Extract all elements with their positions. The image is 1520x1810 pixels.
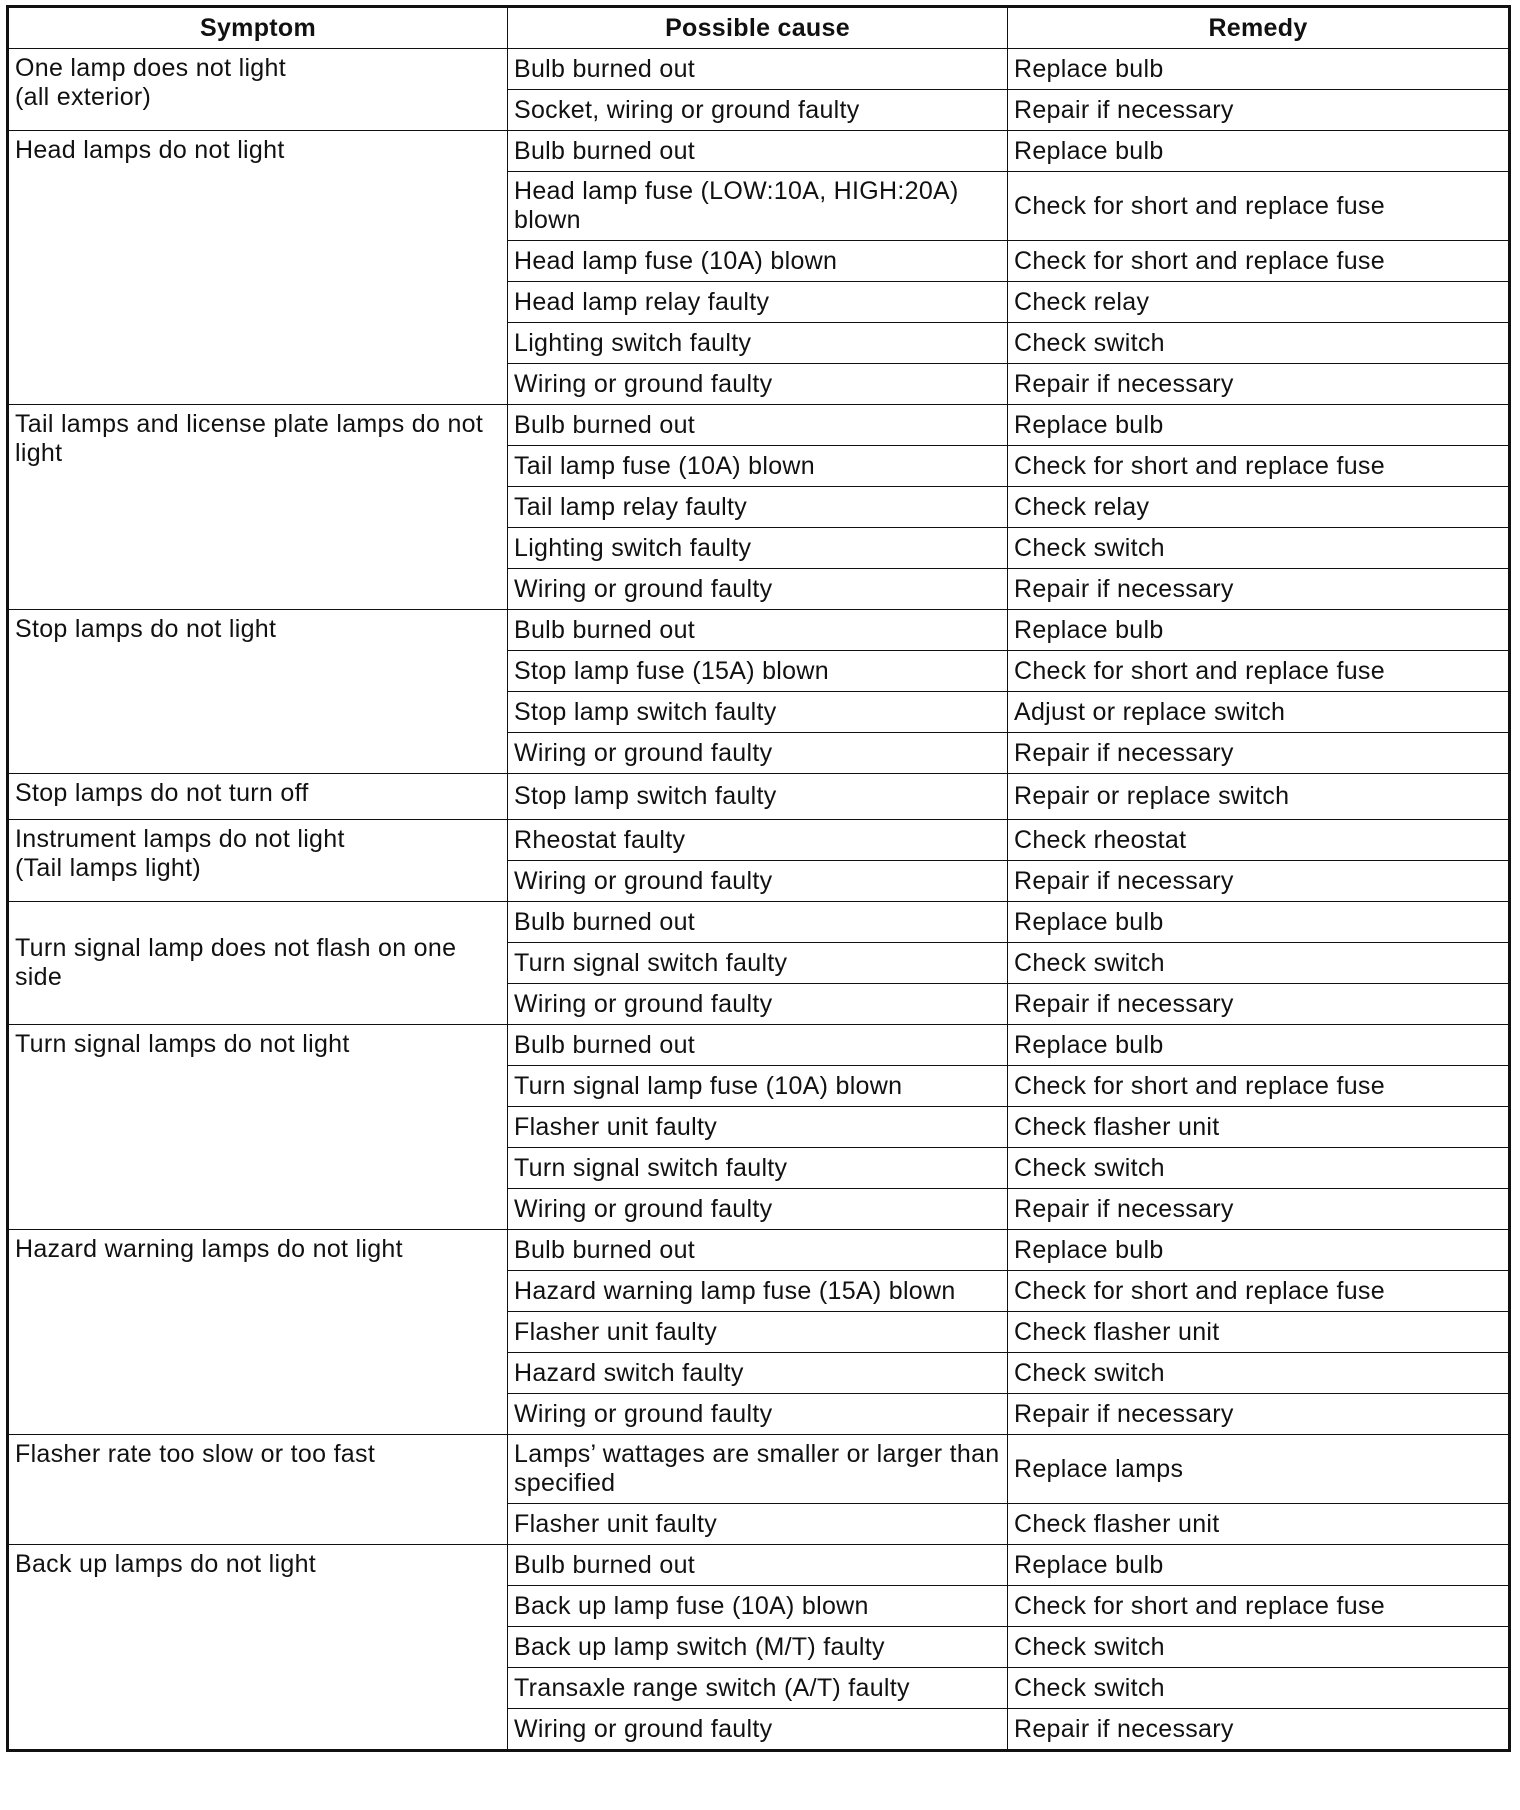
remedy-cell: Repair if necessary — [1008, 733, 1510, 774]
cause-cell: Stop lamp fuse (15A) blown — [508, 651, 1008, 692]
cause-cell: Wiring or ground faulty — [508, 984, 1008, 1025]
remedy-cell: Replace bulb — [1008, 49, 1510, 90]
cause-cell: Wiring or ground faulty — [508, 861, 1008, 902]
cause-cell: Socket, wiring or ground faulty — [508, 90, 1008, 131]
symptom-cell: Hazard warning lamps do not light — [8, 1230, 508, 1435]
cause-cell: Tail lamp fuse (10A) blown — [508, 446, 1008, 487]
symptom-cell: Head lamps do not light — [8, 131, 508, 405]
remedy-cell: Check flasher unit — [1008, 1504, 1510, 1545]
symptom-cell: Turn signal lamps do not light — [8, 1025, 508, 1230]
remedy-cell: Check switch — [1008, 528, 1510, 569]
table-row — [8, 1545, 1510, 1586]
symptom-cell: One lamp does not light (all exterior) — [8, 49, 508, 131]
cause-cell: Head lamp relay faulty — [508, 282, 1008, 323]
remedy-cell: Check for short and replace fuse — [1008, 1066, 1510, 1107]
remedy-cell: Check for short and replace fuse — [1008, 1271, 1510, 1312]
cause-cell: Flasher unit faulty — [508, 1504, 1008, 1545]
cause-cell: Hazard switch faulty — [508, 1353, 1008, 1394]
table-row — [8, 1435, 1510, 1504]
symptom-cell: Stop lamps do not light — [8, 610, 508, 774]
cause-cell: Bulb burned out — [508, 1545, 1008, 1586]
cause-cell: Bulb burned out — [508, 49, 1008, 90]
cause-cell: Transaxle range switch (A/T) faulty — [508, 1668, 1008, 1709]
remedy-cell: Check relay — [1008, 282, 1510, 323]
header-symptom: Symptom — [8, 7, 508, 49]
cause-cell: Bulb burned out — [508, 610, 1008, 651]
remedy-cell: Repair if necessary — [1008, 984, 1510, 1025]
cause-cell: Flasher unit faulty — [508, 1312, 1008, 1353]
table-row — [8, 902, 1510, 943]
remedy-cell: Replace bulb — [1008, 1025, 1510, 1066]
table-row — [8, 774, 1510, 820]
remedy-cell: Check switch — [1008, 1627, 1510, 1668]
cause-cell: Hazard warning lamp fuse (15A) blown — [508, 1271, 1008, 1312]
remedy-cell: Repair if necessary — [1008, 569, 1510, 610]
cause-cell: Wiring or ground faulty — [508, 733, 1008, 774]
remedy-cell: Check flasher unit — [1008, 1107, 1510, 1148]
remedy-cell: Check relay — [1008, 487, 1510, 528]
cause-cell: Lighting switch faulty — [508, 528, 1008, 569]
remedy-cell: Check for short and replace fuse — [1008, 651, 1510, 692]
table-row — [8, 1230, 1510, 1271]
cause-cell: Stop lamp switch faulty — [508, 692, 1008, 733]
table-header — [8, 7, 1510, 49]
remedy-cell: Replace bulb — [1008, 405, 1510, 446]
cause-cell: Rheostat faulty — [508, 820, 1008, 861]
remedy-cell: Check switch — [1008, 323, 1510, 364]
cause-cell: Lighting switch faulty — [508, 323, 1008, 364]
cause-cell: Turn signal lamp fuse (10A) blown — [508, 1066, 1008, 1107]
remedy-cell: Replace bulb — [1008, 1230, 1510, 1271]
cause-cell: Turn signal switch faulty — [508, 1148, 1008, 1189]
remedy-cell: Check switch — [1008, 943, 1510, 984]
cause-cell: Bulb burned out — [508, 1025, 1008, 1066]
cause-cell: Tail lamp relay faulty — [508, 487, 1008, 528]
remedy-cell: Repair if necessary — [1008, 1709, 1510, 1751]
symptom-cell: Back up lamps do not light — [8, 1545, 508, 1751]
cause-cell: Back up lamp fuse (10A) blown — [508, 1586, 1008, 1627]
cause-cell: Lamps’ wattages are smaller or larger than specified — [508, 1435, 1008, 1504]
table-body — [8, 49, 1510, 1751]
remedy-cell: Replace bulb — [1008, 902, 1510, 943]
remedy-cell: Repair if necessary — [1008, 364, 1510, 405]
table-row — [8, 49, 1510, 90]
remedy-cell: Adjust or replace switch — [1008, 692, 1510, 733]
remedy-cell: Repair if necessary — [1008, 1189, 1510, 1230]
remedy-cell: Replace bulb — [1008, 610, 1510, 651]
cause-cell: Bulb burned out — [508, 405, 1008, 446]
table-row — [8, 405, 1510, 446]
cause-cell: Wiring or ground faulty — [508, 569, 1008, 610]
symptom-cell: Tail lamps and license plate lamps do not light — [8, 405, 508, 610]
cause-cell: Bulb burned out — [508, 1230, 1008, 1271]
cause-cell: Wiring or ground faulty — [508, 1189, 1008, 1230]
remedy-cell: Repair if necessary — [1008, 861, 1510, 902]
table-row — [8, 610, 1510, 651]
remedy-cell: Repair if necessary — [1008, 1394, 1510, 1435]
remedy-cell: Replace bulb — [1008, 1545, 1510, 1586]
symptom-cell: Stop lamps do not turn off — [8, 774, 508, 820]
cause-cell: Bulb burned out — [508, 131, 1008, 172]
remedy-cell: Check for short and replace fuse — [1008, 446, 1510, 487]
table-row — [8, 1025, 1510, 1066]
header-remedy: Remedy — [1008, 7, 1510, 49]
cause-cell: Stop lamp switch faulty — [508, 774, 1008, 820]
cause-cell: Wiring or ground faulty — [508, 364, 1008, 405]
header-row — [8, 7, 1510, 49]
remedy-cell: Check for short and replace fuse — [1008, 172, 1510, 241]
symptom-cell: Instrument lamps do not light (Tail lamps light) — [8, 820, 508, 902]
cause-cell: Wiring or ground faulty — [508, 1394, 1008, 1435]
troubleshooting-table — [6, 5, 1511, 1752]
cause-cell: Bulb burned out — [508, 902, 1008, 943]
cause-cell: Flasher unit faulty — [508, 1107, 1008, 1148]
cause-cell: Back up lamp switch (M/T) faulty — [508, 1627, 1008, 1668]
remedy-cell: Check rheostat — [1008, 820, 1510, 861]
cause-cell: Head lamp fuse (LOW:10A, HIGH:20A) blown — [508, 172, 1008, 241]
table-row — [8, 131, 1510, 172]
remedy-cell: Check for short and replace fuse — [1008, 241, 1510, 282]
cause-cell: Turn signal switch faulty — [508, 943, 1008, 984]
remedy-cell: Check switch — [1008, 1668, 1510, 1709]
remedy-cell: Check flasher unit — [1008, 1312, 1510, 1353]
table-row — [8, 820, 1510, 861]
remedy-cell: Replace bulb — [1008, 131, 1510, 172]
remedy-cell: Check switch — [1008, 1353, 1510, 1394]
remedy-cell: Check for short and replace fuse — [1008, 1586, 1510, 1627]
cause-cell: Wiring or ground faulty — [508, 1709, 1008, 1751]
header-possible-cause: Possible cause — [508, 7, 1008, 49]
remedy-cell: Replace lamps — [1008, 1435, 1510, 1504]
remedy-cell: Check switch — [1008, 1148, 1510, 1189]
remedy-cell: Repair if necessary — [1008, 90, 1510, 131]
cause-cell: Head lamp fuse (10A) blown — [508, 241, 1008, 282]
remedy-cell: Repair or replace switch — [1008, 774, 1510, 820]
symptom-cell: Turn signal lamp does not flash on one side — [8, 902, 508, 1025]
symptom-cell: Flasher rate too slow or too fast — [8, 1435, 508, 1545]
